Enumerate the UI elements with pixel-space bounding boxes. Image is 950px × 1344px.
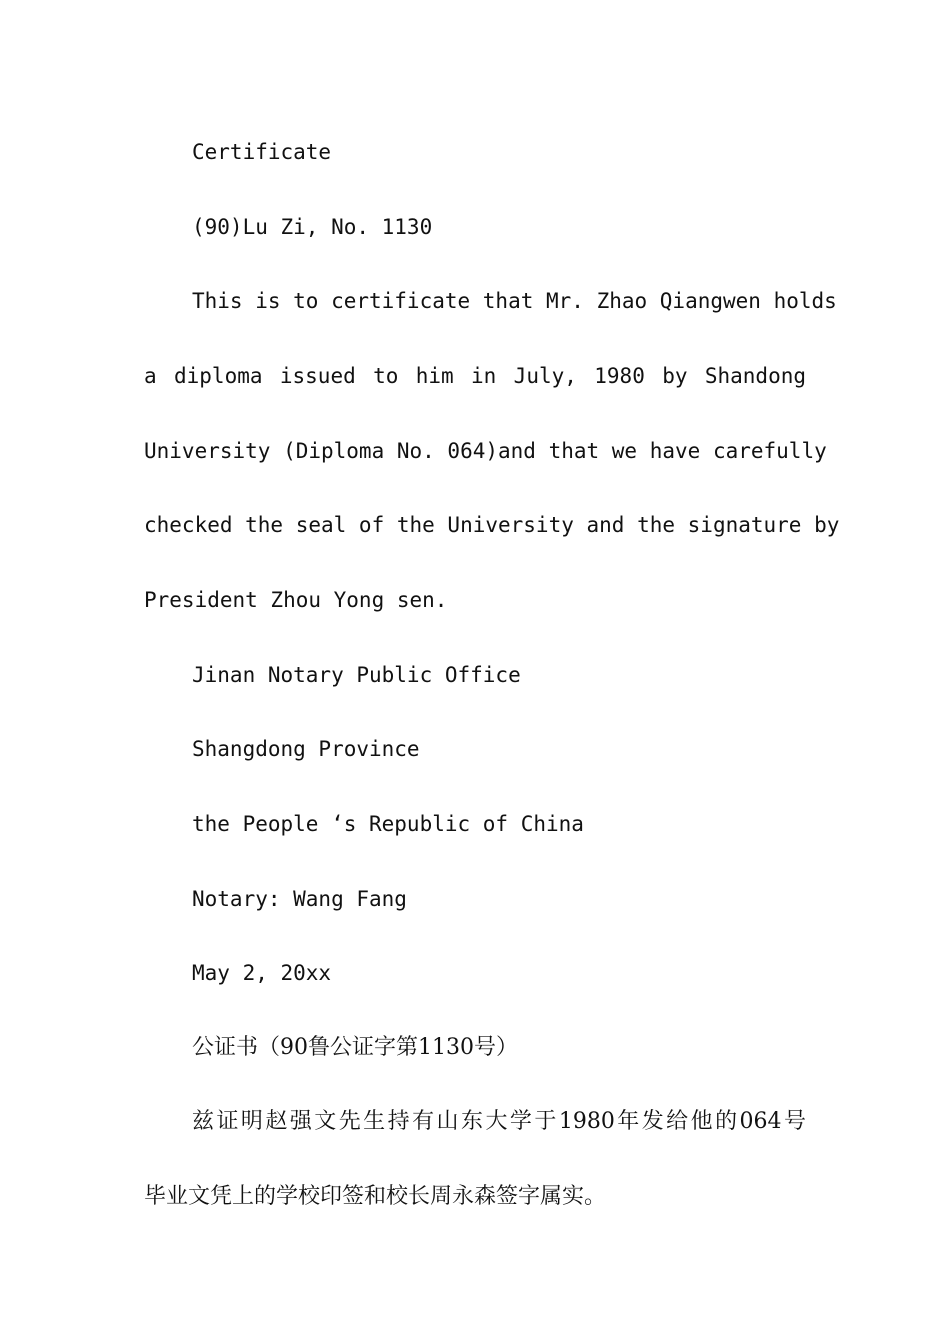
body-line-4: checked the seal of the University and the signature by bbox=[144, 513, 840, 537]
body-line-2: a diploma issued to him in July, 1980 by Shandong bbox=[144, 364, 806, 388]
reference-number: (90)Lu Zi, No. 1130 bbox=[192, 215, 433, 239]
notary-name: Notary: Wang Fang bbox=[192, 887, 407, 911]
body-line-5: President Zhou Yong sen. bbox=[144, 588, 448, 612]
chinese-title: 公证书（90鲁公证字第1130号） bbox=[192, 1035, 518, 1060]
province: Shangdong Province bbox=[192, 737, 420, 761]
body-line-1: This is to certificate that Mr. Zhao Qiangwen holds bbox=[192, 289, 837, 313]
certificate-title: Certificate bbox=[192, 140, 332, 164]
chinese-body-line-2: 毕业文凭上的学校印签和校长周永森签字属实。 bbox=[144, 1184, 607, 1209]
body-line-3: University (Diploma No. 064)and that we have carefully bbox=[144, 439, 827, 463]
chinese-body-line-1: 兹证明赵强文先生持有山东大学于1980年发给他的064号 bbox=[192, 1109, 806, 1134]
notary-office: Jinan Notary Public Office bbox=[192, 663, 521, 687]
country: the People ‘s Republic of China bbox=[192, 812, 584, 836]
document-date: May 2, 20xx bbox=[192, 961, 332, 985]
